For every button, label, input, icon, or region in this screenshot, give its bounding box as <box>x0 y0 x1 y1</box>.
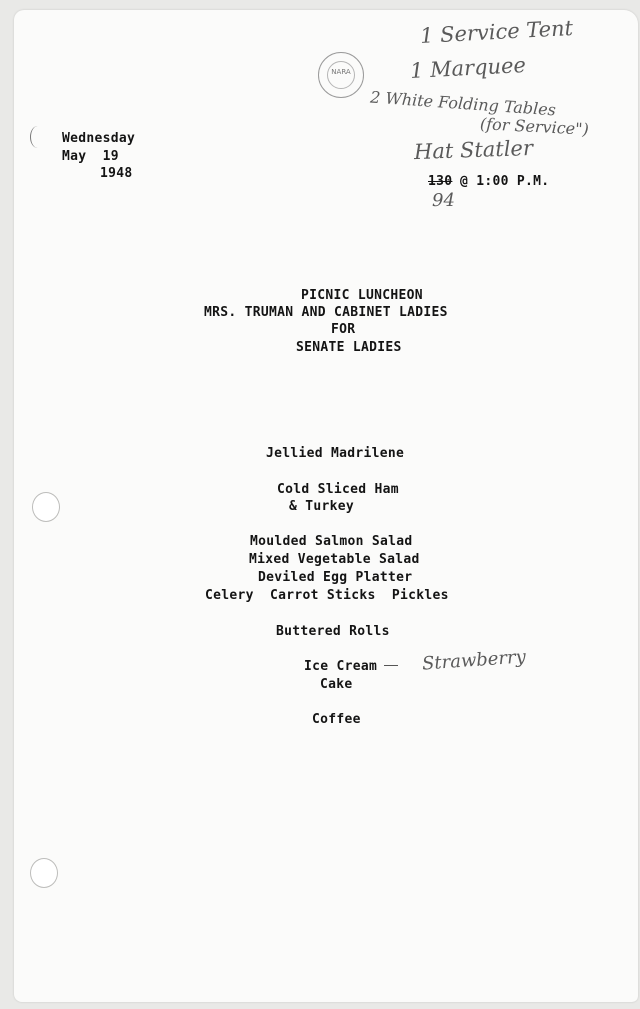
handwritten-note-strawberry: Strawberry <box>421 646 527 675</box>
date-month-day: May 19 <box>62 149 119 164</box>
date-year: 1948 <box>100 166 133 181</box>
handwritten-note-statler: Hat Statler <box>413 135 534 165</box>
heading-line-guests: SENATE LADIES <box>296 340 402 355</box>
date-weekday: Wednesday <box>62 131 136 146</box>
menu-item-rolls: Buttered Rolls <box>276 624 390 639</box>
binder-hole-bottom <box>30 858 58 888</box>
guest-count-revised: 94 <box>432 190 455 211</box>
menu-item-salmon-salad: Moulded Salmon Salad <box>250 534 413 549</box>
heading-line-hostesses: MRS. TRUMAN AND CABINET LADIES <box>204 305 448 320</box>
archive-stamp <box>318 52 364 98</box>
handwritten-note-for-service: (for Service") <box>479 114 590 139</box>
heading-line-picnic-luncheon: PICNIC LUNCHEON <box>301 288 423 303</box>
menu-item-relishes: Celery Carrot Sticks Pickles <box>205 588 449 603</box>
menu-item-coffee: Coffee <box>312 712 361 727</box>
menu-item-cake: Cake <box>320 677 353 692</box>
menu-item-turkey: & Turkey <box>289 499 355 514</box>
binder-clip-mark <box>30 126 45 148</box>
handwritten-note-tables: 2 White Folding Tables <box>369 87 557 120</box>
heading-line-for: FOR <box>331 322 356 337</box>
menu-item-vegetable-salad: Mixed Vegetable Salad <box>249 552 420 567</box>
handwritten-note-marquee: 1 Marquee <box>409 52 527 84</box>
handwritten-dash <box>384 665 398 666</box>
luncheon-time: @ 1:00 P.M. <box>460 174 550 189</box>
menu-item-madrilene: Jellied Madrilene <box>266 446 405 461</box>
binder-hole-middle <box>32 492 60 522</box>
menu-item-ham: Cold Sliced Ham <box>277 482 399 497</box>
menu-item-ice-cream: Ice Cream <box>304 659 378 674</box>
menu-item-egg-platter: Deviled Egg Platter <box>258 570 413 585</box>
archive-stamp-label: NARA <box>331 68 351 76</box>
handwritten-note-tent: 1 Service Tent <box>419 16 574 48</box>
guest-count-struck: 130 <box>428 174 453 189</box>
